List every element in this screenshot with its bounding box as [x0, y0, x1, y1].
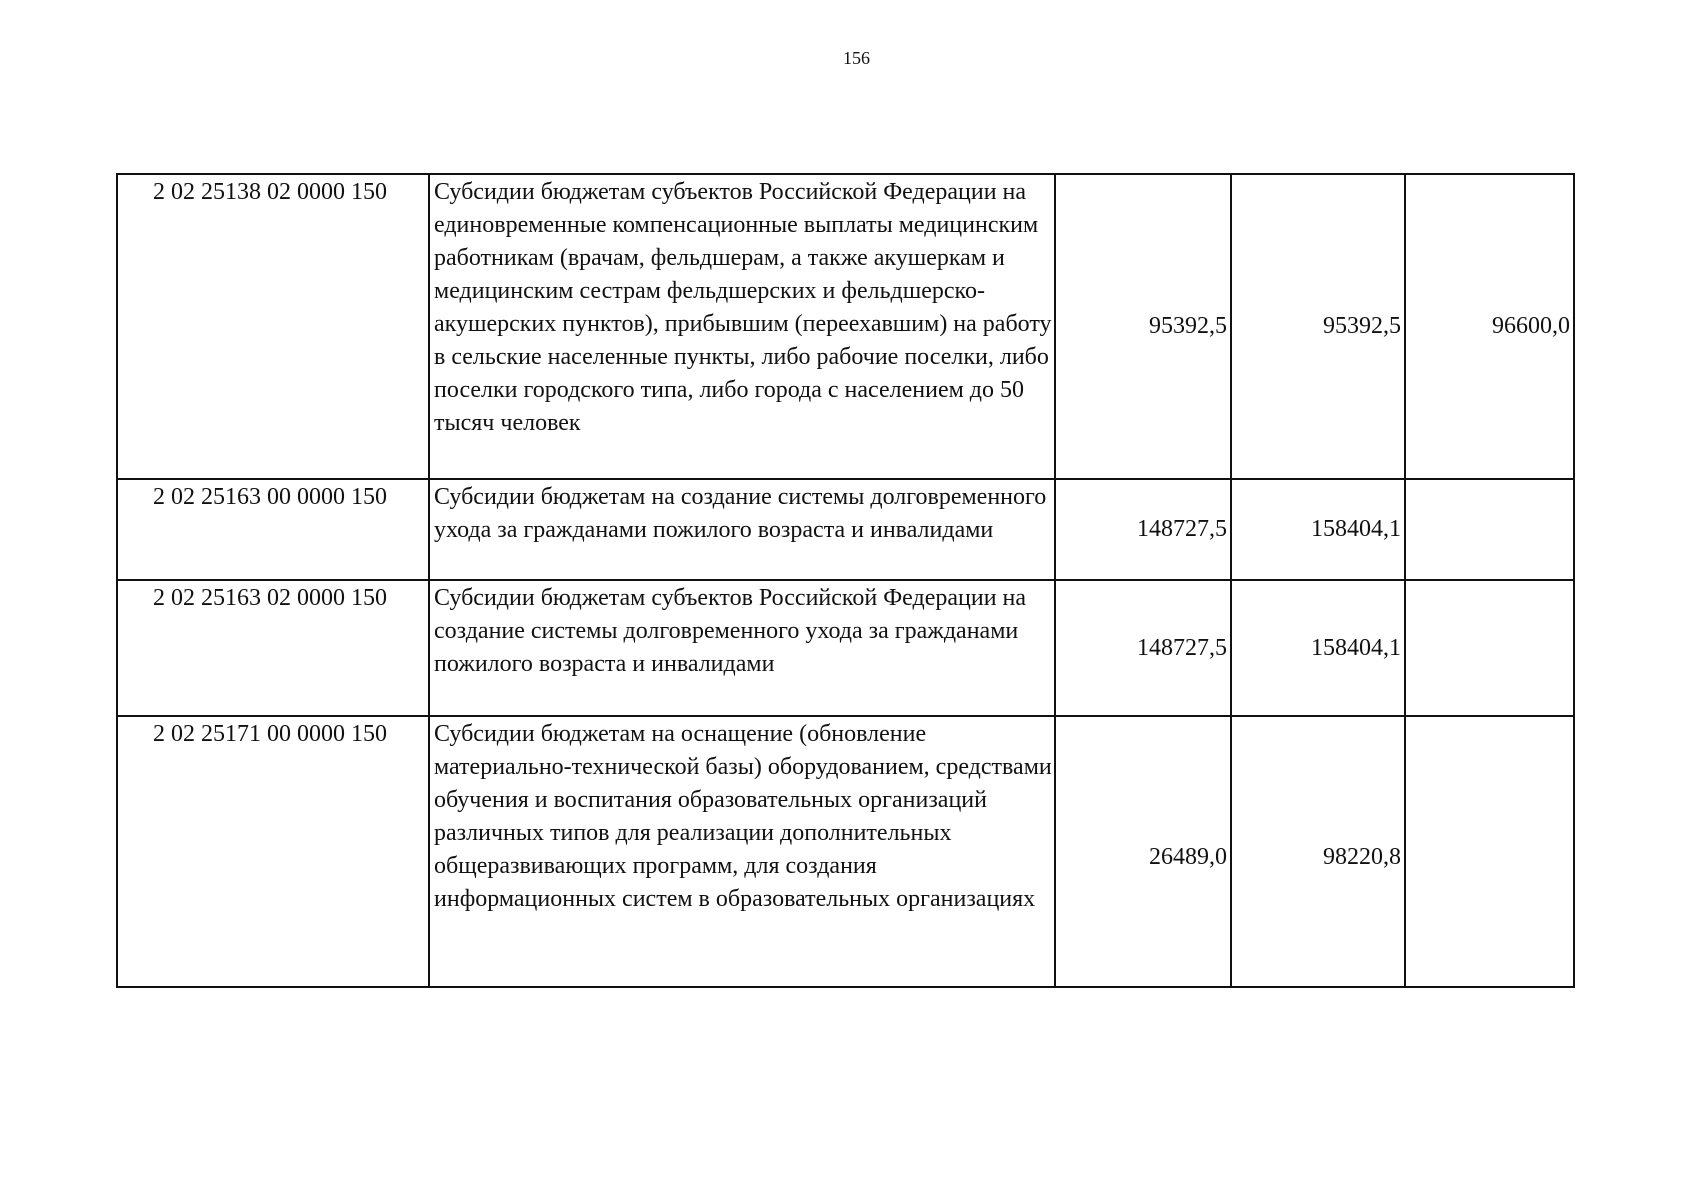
budget-code-cell: 2 02 25163 00 0000 150	[117, 479, 429, 580]
description-cell: Субсидии бюджетам на оснащение (обновление материально-технической базы) оборудованием, средствами обучения и воспитания образовательных организаций различных типов для реализации дополнительных общеразвивающих программ, для создания информационных систем в образовательных организациях	[429, 716, 1055, 987]
description-cell: Субсидии бюджетам субъектов Российской Федерации на единовременные компенсационные выплаты медицинским работникам (врачам, фельдшерам, а также акушеркам и медицинским сестрам фельдшерских и фельдшерско-акушерских пунктов), прибывшим (переехавшим) на работу в сельские населенные пункты, либо рабочие поселки, либо поселки городского типа, либо города с населением до 50 тысяч человек	[429, 174, 1055, 479]
table-row	[117, 580, 1574, 716]
page-number: 156	[843, 48, 870, 68]
budget-code-cell: 2 02 25163 02 0000 150	[117, 580, 429, 716]
table-row	[117, 716, 1574, 987]
amount-cell-1: 95392,5	[1055, 174, 1231, 479]
amount-cell-3	[1405, 580, 1574, 716]
amount-cell-1: 26489,0	[1055, 716, 1231, 987]
amount-cell-3	[1405, 479, 1574, 580]
amount-cell-1: 148727,5	[1055, 479, 1231, 580]
amount-cell-3: 96600,0	[1405, 174, 1574, 479]
amount-cell-2: 95392,5	[1231, 174, 1405, 479]
description-cell: Субсидии бюджетам на создание системы долговременного ухода за гражданами пожилого возраста и инвалидами	[429, 479, 1055, 580]
table-row	[117, 479, 1574, 580]
amount-cell-2: 158404,1	[1231, 580, 1405, 716]
budget-code-cell: 2 02 25138 02 0000 150	[117, 174, 429, 479]
budget-table	[116, 173, 1575, 988]
amount-cell-1: 148727,5	[1055, 580, 1231, 716]
description-cell: Субсидии бюджетам субъектов Российской Федерации на создание системы долговременного ухода за гражданами пожилого возраста и инвалидами	[429, 580, 1055, 716]
amount-cell-2: 98220,8	[1231, 716, 1405, 987]
amount-cell-2: 158404,1	[1231, 479, 1405, 580]
table-row	[117, 174, 1574, 479]
amount-cell-3	[1405, 716, 1574, 987]
budget-code-cell: 2 02 25171 00 0000 150	[117, 716, 429, 987]
